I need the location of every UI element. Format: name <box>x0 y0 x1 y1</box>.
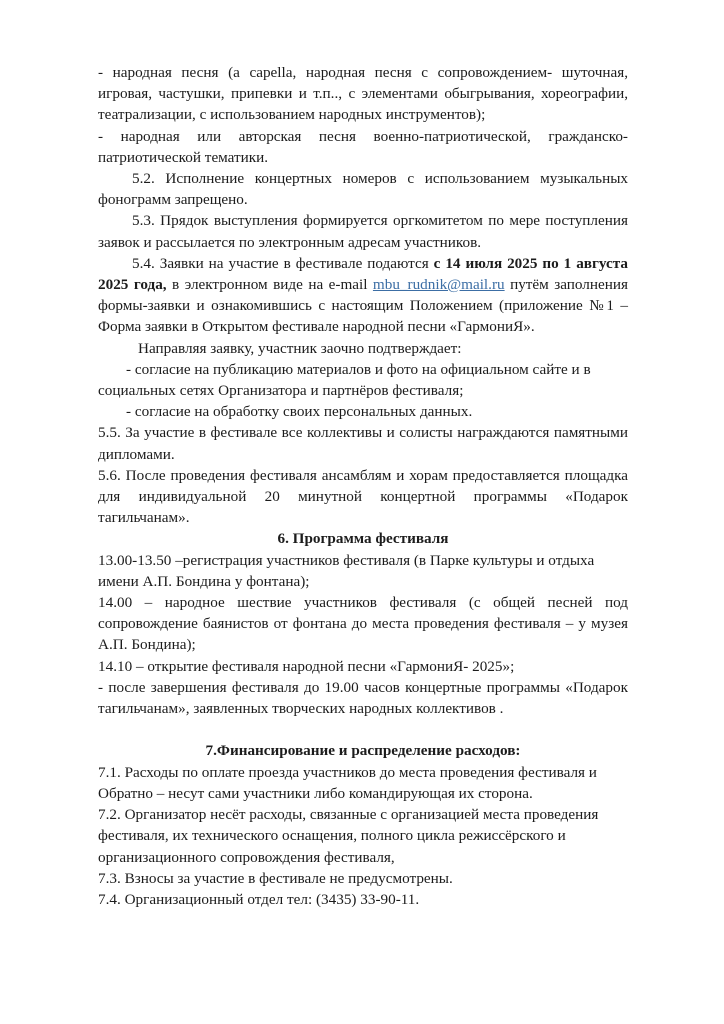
clause-5-4-dates-bold: с 14 июля 2025 по 1 августа 2025 года, <box>98 254 628 294</box>
paragraph-schedule-closing: - после завершения фестиваля до 19.00 часов концертные программы «Подарок тагильчанам», заявленных творческих народных коллективов . <box>98 678 628 718</box>
clause-5-4-text-before: 5.4. Заявки на участие в фестивале подаются <box>132 254 434 272</box>
paragraph-schedule-registration: 13.00-13.50 –регистрация участников фестиваля (в Парке культуры и отдыха имени А.П. Бондина у фонтана); <box>98 551 595 590</box>
paragraph-schedule-procession: 14.00 – народное шествие участников фестиваля (с общей песней под сопровождение баянистов от фонтана до места проведения фестиваля – у музея А.П. Бондина); <box>98 594 628 654</box>
paragraph-clause-7-4: 7.4. Организационный отдел тел: (3435) 33-90-11. <box>98 890 420 908</box>
paragraph-confirm-item-2: - согласие на обработку своих персональных данных. <box>126 403 473 421</box>
paragraph-clause-5-6: 5.6. После проведения фестиваля ансамблям и хорам предоставляется площадка для индивидуальной 20 минутной концертной программы «Подарок тагильчанам». <box>98 466 628 527</box>
paragraph-spacer <box>98 719 628 740</box>
paragraph-schedule-opening: 14.10 – открытие фестиваля народной песни «ГармониЯ- 2025»; <box>98 657 515 675</box>
heading-section-6: 6. Программа фестиваля <box>277 530 449 548</box>
heading-section-7: 7.Финансирование и распределение расходов: <box>205 742 521 760</box>
paragraph-confirm-intro: Направляя заявку, участник заочно подтверждает: <box>138 339 462 357</box>
document-body <box>98 62 628 910</box>
paragraph-genre-patriotic: - народная или авторская песня военно-патриотической, гражданско-патриотической тематики. <box>98 127 628 166</box>
paragraph-clause-5-2: 5.2. Исполнение концертных номеров с использованием музыкальных фонограмм запрещено. <box>98 170 628 209</box>
paragraph-clause-7-1: 7.1. Расходы по оплате проезда участников до места проведения фестиваля и Обратно – несут сами участники либо командирующая их сторона. <box>98 763 597 802</box>
paragraph-clause-7-2: 7.2. Организатор несёт расходы, связанные с организацией места проведения фестиваля, их технического оснащения, полного цикла режиссёрского и организационного сопровождения фестиваля, <box>98 806 599 866</box>
paragraph-clause-5-3: 5.3. Прядок выступления формируется оргкомитетом по мере поступления заявок и рассылается по электронным адресам участников. <box>98 212 628 251</box>
email-link[interactable]: mbu_rudnik@mail.ru <box>372 276 505 294</box>
clause-5-4-text-middle: в электронном виде на e-mail <box>166 276 373 294</box>
paragraph-clause-7-3: 7.3. Взносы за участие в фестивале не предусмотрены. <box>98 869 453 887</box>
paragraph-clause-5-5: 5.5. За участие в фестивале все коллективы и солисты награждаются памятными дипломами. <box>98 424 628 463</box>
clause-5-4-text-after: путём заполнения формы-заявки и ознакомившись с настоящим Положением (приложение №1 – Форма заявки в Открытом фестивале народной песни «ГармониЯ». <box>98 276 628 336</box>
paragraph-clause-5-4 <box>98 253 628 338</box>
paragraph-genre-folk-song: - народная песня (a capella, народная песня с сопровождением- шуточная, игровая, частушки, припевки и т.п.., с элементами обыгрывания, хореографии, театрализации, с использованием народных инструментов); <box>98 64 628 124</box>
paragraph-confirm-item-1: - согласие на публикацию материалов и фото на официальном сайте и в социальных сетях Организатора и партнёров фестиваля; <box>98 360 591 400</box>
